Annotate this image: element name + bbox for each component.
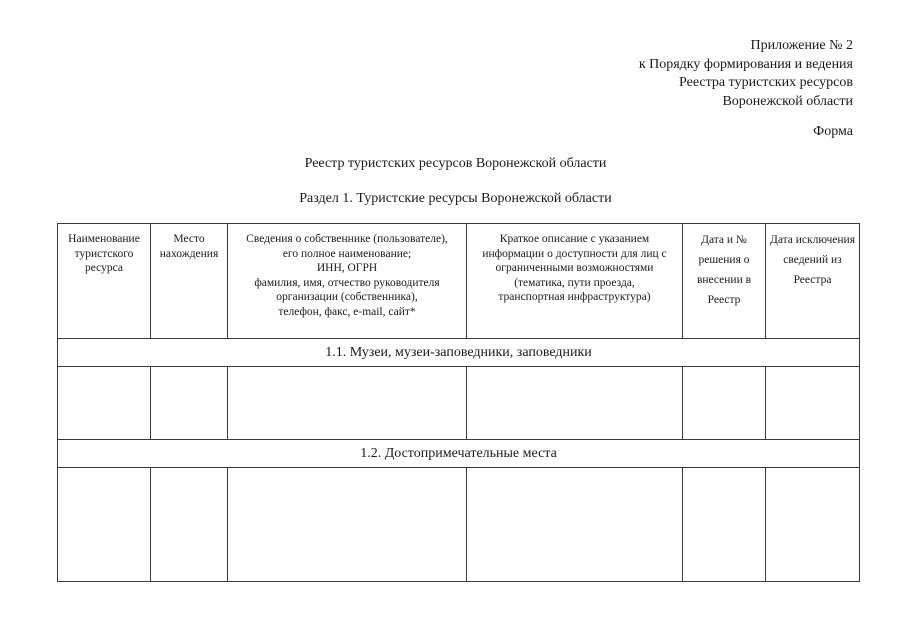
- table-cell: [467, 367, 683, 440]
- table-cell: [58, 367, 151, 440]
- form-label: Форма: [813, 124, 853, 139]
- appendix-block: [639, 37, 853, 111]
- appendix-line-3: Реестра туристских ресурсов: [679, 75, 853, 90]
- table-header-row: [58, 224, 860, 339]
- header-description-line: ограниченными возможностями: [495, 262, 654, 274]
- header-owner-line: телефон, факс, e-mail, сайт*: [278, 305, 416, 318]
- section-title: Раздел 1. Туристские ресурсы Воронежской области: [299, 191, 612, 206]
- table-cell: [58, 468, 151, 582]
- table-cell: [151, 468, 228, 582]
- subsection-landmarks: 1.2. Достопримечательные места: [58, 440, 860, 468]
- table-row: [58, 468, 860, 582]
- header-exclusion-date: Дата исключения сведений из Реестра: [766, 224, 860, 339]
- header-location: Место нахождения: [151, 224, 228, 339]
- table-cell: [151, 367, 228, 440]
- table-cell: [683, 468, 766, 582]
- appendix-line-4: Воронежской области: [722, 93, 853, 109]
- header-owner-line: ИНН, ОГРН: [316, 262, 378, 274]
- header-owner-line: организации (собственника),: [276, 291, 418, 303]
- document-title: Реестр туристских ресурсов Воронежской области: [304, 156, 607, 171]
- header-owner-line: его полное наименование;: [282, 247, 412, 260]
- appendix-line-1: Приложение № 2: [750, 38, 853, 53]
- header-owner-line: фамилия, имя, отчество руководителя: [254, 276, 440, 289]
- header-inclusion-decision: Дата и № решения о внесении в Реестр: [683, 224, 766, 339]
- table-cell: [683, 367, 766, 440]
- header-description-line: транспортная инфраструктура): [498, 291, 651, 303]
- header-owner-info: [228, 224, 467, 339]
- subsection-row: [58, 440, 860, 468]
- registry-table: [57, 223, 860, 582]
- header-description-line: (тематика, пути проезда,: [514, 276, 635, 289]
- table-cell: [228, 367, 467, 440]
- header-owner-line: Сведения о собственнике (пользователе),: [246, 233, 448, 245]
- subsection-museums: 1.1. Музеи, музеи-заповедники, заповедники: [58, 339, 860, 367]
- table-row: [58, 367, 860, 440]
- header-description: [467, 224, 683, 339]
- table-cell: [467, 468, 683, 582]
- header-description-line: Краткое описание с указанием: [499, 233, 650, 245]
- header-description-line: информации о доступности для лиц с: [482, 247, 667, 260]
- header-resource-name: Наименование туристского ресурса: [58, 224, 151, 339]
- subsection-row: [58, 339, 860, 367]
- table-cell: [766, 468, 860, 582]
- table-cell: [228, 468, 467, 582]
- table-cell: [766, 367, 860, 440]
- appendix-line-2: к Порядку формирования и ведения: [638, 56, 853, 72]
